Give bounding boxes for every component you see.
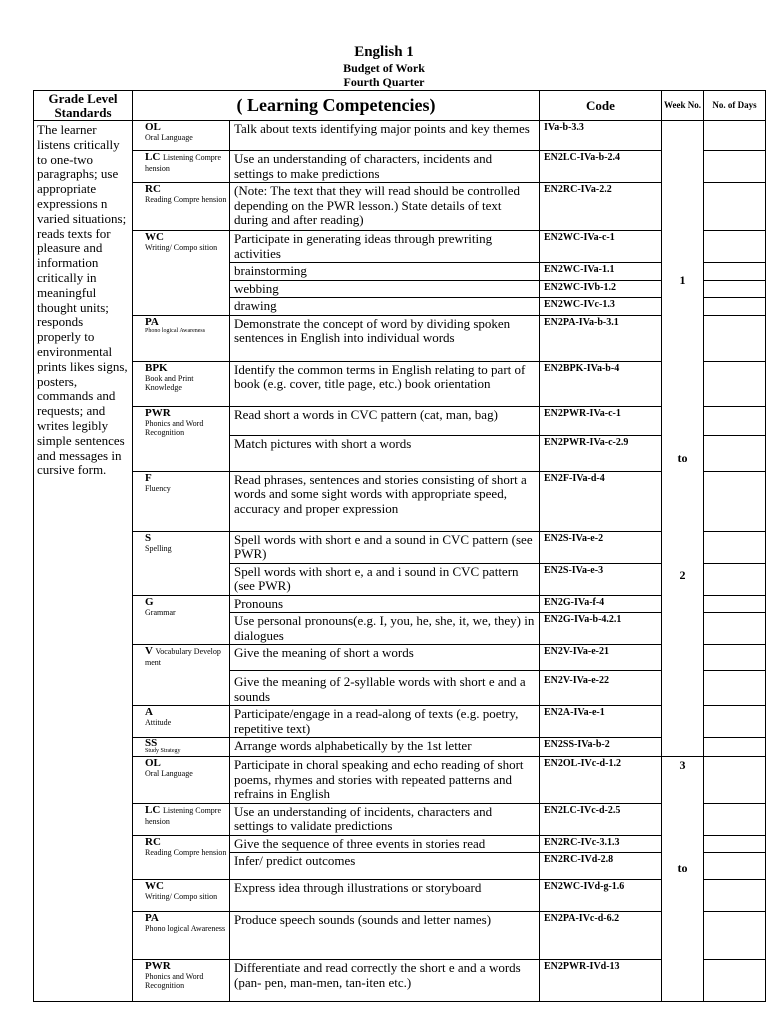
domain-cell — [133, 880, 230, 912]
competency: Use an understanding of incidents, characters and settings to validate predictions — [230, 803, 540, 835]
days-cell — [704, 835, 766, 853]
domain-code: LC — [145, 803, 161, 816]
domain-name: Oral Language — [145, 769, 193, 778]
competency: Give the sequence of three events in stories read — [230, 835, 540, 853]
domain-name: Reading Compre hension — [145, 195, 227, 204]
competency-code: EN2S-IVa-e-2 — [540, 531, 662, 563]
table-row — [34, 960, 766, 1002]
competency: Express idea through illustrations or storyboard — [230, 880, 540, 912]
competency-code: EN2OL-IVc-d-1.2 — [540, 757, 662, 804]
domain-cell — [133, 960, 230, 1002]
grade-level-standard: The learner listens critically to one-two paragraphs; use appropriate expressions n varied situations; reads texts for pleasure and information critically in meaningful thought units; responds properly to environmental prints likes signs, posters, commands and requests; and writes legibly simple sentences and messages in cursive form. — [34, 121, 133, 1002]
quarter-label: Fourth Quarter — [343, 75, 425, 89]
domain-code: BPK — [145, 361, 168, 374]
domain-code: SS — [145, 737, 158, 749]
domain-code: F — [145, 471, 152, 484]
week-number: 2 — [679, 568, 686, 582]
domain-code: PWR — [145, 406, 171, 419]
domain-code: PA — [145, 315, 159, 328]
table-row — [34, 645, 766, 671]
days-cell — [704, 435, 766, 471]
days-cell — [704, 757, 766, 804]
days-cell — [704, 595, 766, 613]
table-row — [34, 706, 766, 738]
domain-code: PWR — [145, 960, 171, 972]
competency-code: EN2V-IVa-e-22 — [540, 671, 662, 706]
domain-cell — [133, 706, 230, 738]
days-cell — [704, 280, 766, 298]
domain-cell — [133, 531, 230, 595]
domain-cell — [133, 803, 230, 835]
domain-code: S — [145, 531, 152, 544]
col-header-standards: Grade Level Standards — [34, 91, 133, 121]
domain-cell — [133, 151, 230, 183]
table-row — [34, 183, 766, 231]
competency: Read short a words in CVC pattern (cat, man, bag) — [230, 406, 540, 435]
domain-name: Phonics and Word Recognition — [145, 418, 204, 437]
competency: Pronouns — [230, 595, 540, 613]
competency: Identify the common terms in English relating to part of book (e.g. cover, title page, etc.) book orientation — [230, 361, 540, 406]
domain-cell — [133, 183, 230, 231]
table-row — [34, 231, 766, 263]
days-cell — [704, 231, 766, 263]
table-row — [34, 738, 766, 757]
competency-code: EN2PWR-IVa-c-2.9 — [540, 435, 662, 471]
domain-name: Phono logical Awareness — [145, 924, 226, 933]
budget-of-work-table — [33, 90, 766, 1002]
table-row — [34, 595, 766, 613]
competency: Participate in choral speaking and echo reading of short poems, rhymes and stories with repeated patterns and refrains in English — [230, 757, 540, 804]
days-cell — [704, 406, 766, 435]
domain-code: G — [145, 595, 154, 608]
competency: Talk about texts identifying major points and key themes — [230, 121, 540, 151]
week-separator: to — [677, 451, 688, 465]
competency-code: EN2LC-IVa-b-2.4 — [540, 151, 662, 183]
document-subtitle: Budget of Work — [343, 61, 425, 75]
domain-code: RC — [145, 183, 161, 195]
table-row — [34, 880, 766, 912]
domain-name: Listening Compre hension — [145, 805, 222, 826]
domain-name: Attitude — [145, 718, 172, 727]
days-cell — [704, 563, 766, 595]
competency-code: EN2LC-IVc-d-2.5 — [540, 803, 662, 835]
competency: Produce speech sounds (sounds and letter names) — [230, 912, 540, 960]
competency-code: EN2WC-IVc-1.3 — [540, 298, 662, 316]
competency-code: EN2S-IVa-e-3 — [540, 563, 662, 595]
domain-cell — [133, 595, 230, 645]
table-row — [34, 531, 766, 563]
week-cell — [662, 121, 704, 757]
competency-code: EN2V-IVa-e-21 — [540, 645, 662, 671]
domain-cell — [133, 406, 230, 471]
days-cell — [704, 853, 766, 880]
domain-name: Fluency — [145, 483, 171, 493]
competency: Arrange words alphabetically by the 1st letter — [230, 738, 540, 757]
competency-code: EN2PA-IVa-b-3.1 — [540, 315, 662, 361]
domain-code: V — [145, 645, 153, 657]
days-cell — [704, 738, 766, 757]
competency-code: EN2G-IVa-f-4 — [540, 595, 662, 613]
days-cell — [704, 671, 766, 706]
col-header-days: No. of Days — [704, 91, 766, 121]
competency: Infer/ predict outcomes — [230, 853, 540, 880]
days-cell — [704, 706, 766, 738]
competency-code: EN2RC-IVd-2.8 — [540, 853, 662, 880]
domain-name: Phono logical Awareness — [145, 327, 206, 334]
competency-code: EN2G-IVa-b-4.2.1 — [540, 613, 662, 645]
domain-cell — [133, 471, 230, 531]
domain-name: Listening Compre hension — [145, 153, 222, 173]
days-cell — [704, 645, 766, 671]
competency-code: EN2BPK-IVa-b-4 — [540, 361, 662, 406]
domain-code: WC — [145, 231, 164, 243]
competency: Participate/engage in a read-along of texts (e.g. poetry, repetitive text) — [230, 706, 540, 738]
competency-code: EN2RC-IVc-3.1.3 — [540, 835, 662, 853]
days-cell — [704, 183, 766, 231]
table-row — [34, 757, 766, 804]
competency-code: EN2PWR-IVa-c-1 — [540, 406, 662, 435]
days-cell — [704, 361, 766, 406]
competency-code: EN2F-IVa-d-4 — [540, 471, 662, 531]
document-title: English 1 — [354, 44, 414, 60]
header-row — [34, 91, 766, 121]
competency-code: EN2SS-IVa-b-2 — [540, 738, 662, 757]
competency: Spell words with short e, a and i sound in CVC pattern (see PWR) — [230, 563, 540, 595]
domain-name: Writing/ Compo sition — [145, 892, 218, 901]
days-cell — [704, 960, 766, 1002]
days-cell — [704, 263, 766, 281]
competency-code: EN2WC-IVa-1.1 — [540, 263, 662, 281]
competency-code: EN2PWR-IVd-13 — [540, 960, 662, 1002]
domain-name: Spelling — [145, 543, 172, 553]
table-row — [34, 406, 766, 435]
col-header-week: Week No. — [662, 91, 704, 121]
competency: Read phrases, sentences and stories consisting of short a words and some sight words with appropriate speed, accuracy and proper expression — [230, 471, 540, 531]
table-row — [34, 803, 766, 835]
domain-cell — [133, 231, 230, 316]
days-cell — [704, 151, 766, 183]
table-row — [34, 121, 766, 151]
table-row — [34, 912, 766, 960]
days-cell — [704, 803, 766, 835]
days-cell — [704, 471, 766, 531]
competency: Differentiate and read correctly the short e and a words (pan- pen, man-men, tan-iten etc.) — [230, 960, 540, 1002]
competency: brainstorming — [230, 263, 540, 281]
domain-name: Vocabulary Develop ment — [145, 647, 221, 667]
days-cell — [704, 531, 766, 563]
domain-code: OL — [145, 757, 161, 769]
domain-name: Writing/ Compo sition — [145, 243, 218, 252]
competency: Match pictures with short a words — [230, 435, 540, 471]
days-cell — [704, 912, 766, 960]
competency-code: EN2PA-IVc-d-6.2 — [540, 912, 662, 960]
competency: webbing — [230, 280, 540, 298]
domain-name: Book and Print Knowledge — [145, 373, 194, 392]
competency: Use personal pronouns(e.g. I, you, he, she, it, we, they) in dialogues — [230, 613, 540, 645]
col-header-competencies: ( Learning Competencies) — [133, 91, 540, 121]
competency-code: EN2WC-IVa-c-1 — [540, 231, 662, 263]
days-cell — [704, 880, 766, 912]
col-header-code: Code — [540, 91, 662, 121]
domain-code: OL — [145, 121, 161, 133]
domain-name: Study Strategy — [145, 748, 181, 754]
week-number: 1 — [679, 273, 686, 287]
domain-code: LC — [145, 151, 161, 163]
domain-cell — [133, 757, 230, 804]
domain-cell — [133, 738, 230, 757]
competency: Give the meaning of 2-syllable words with short e and a sounds — [230, 671, 540, 706]
table-row — [34, 361, 766, 406]
domain-name: Grammar — [145, 607, 176, 617]
competency: Spell words with short e and a sound in CVC pattern (see PWR) — [230, 531, 540, 563]
domain-cell — [133, 835, 230, 880]
competency: Give the meaning of short a words — [230, 645, 540, 671]
week-separator: to — [677, 861, 688, 875]
domain-cell — [133, 121, 230, 151]
days-cell — [704, 121, 766, 151]
competency-code: EN2WC-IVd-g-1.6 — [540, 880, 662, 912]
domain-cell — [133, 361, 230, 406]
domain-name: Reading Compre hension — [145, 847, 227, 857]
domain-name: Phonics and Word Recognition — [145, 972, 204, 990]
competency: (Note: The text that they will read should be controlled depending on the PWR lesson.) State details of text during and after reading) — [230, 183, 540, 231]
domain-code: RC — [145, 835, 161, 848]
table-row — [34, 151, 766, 183]
table-row — [34, 471, 766, 531]
days-cell — [704, 298, 766, 316]
domain-name: Oral Language — [145, 133, 193, 142]
domain-code: WC — [145, 880, 164, 892]
table-row — [34, 315, 766, 361]
domain-cell — [133, 912, 230, 960]
domain-code: PA — [145, 912, 159, 924]
week-cell — [662, 757, 704, 1002]
competency: Demonstrate the concept of word by dividing spoken sentences in English into individual words — [230, 315, 540, 361]
domain-code: A — [145, 706, 153, 718]
days-cell — [704, 613, 766, 645]
days-cell — [704, 315, 766, 361]
competency-code: EN2A-IVa-e-1 — [540, 706, 662, 738]
competency: drawing — [230, 298, 540, 316]
table-row — [34, 835, 766, 853]
domain-cell — [133, 315, 230, 361]
competency-code: EN2WC-IVb-1.2 — [540, 280, 662, 298]
competency-code: IVa-b-3.3 — [540, 121, 662, 151]
competency: Participate in generating ideas through prewriting activities — [230, 231, 540, 263]
competency-code: EN2RC-IVa-2.2 — [540, 183, 662, 231]
competency: Use an understanding of characters, incidents and settings to make predictions — [230, 151, 540, 183]
domain-cell — [133, 645, 230, 706]
week-number: 3 — [679, 758, 686, 772]
